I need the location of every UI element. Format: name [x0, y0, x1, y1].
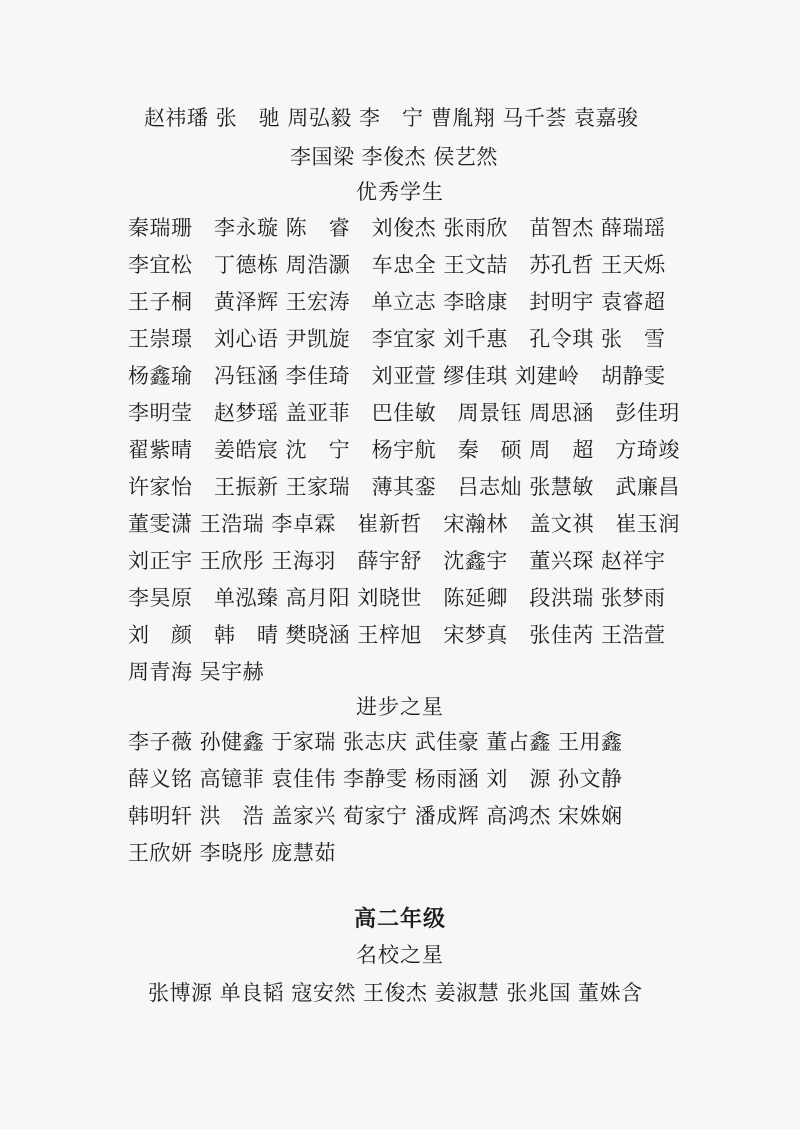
section-heading-progress-stars: 进步之星	[356, 695, 444, 719]
name-row: 李国梁 李俊杰 侯艺然	[290, 145, 498, 169]
name-row: 王子桐 黄泽辉 王宏涛 单立志 李晗康 封明宇 袁睿超	[128, 290, 666, 314]
name-row: 翟紫晴 姜皓宸 沈 宁 杨宇航 秦 硕 周 超 方琦竣	[128, 438, 680, 462]
name-row: 秦瑞珊 李永璇 陈 睿 刘俊杰 张雨欣 苗智杰 薛瑞瑶	[128, 216, 666, 240]
name-row: 许家怡 王振新 王家瑞 薄其銮 吕志灿 张慧敏 武廉昌	[128, 475, 680, 499]
name-row: 韩明轩 洪 浩 盖家兴 荀家宁 潘成辉 高鸿杰 宋姝娴	[128, 804, 623, 828]
name-row: 薛义铭 高镱菲 袁佳伟 李静雯 杨雨涵 刘 源 孙文静	[128, 767, 623, 791]
name-row: 王欣妍 李晓彤 庞慧茹	[128, 841, 336, 865]
name-row: 王崇璟 刘心语 尹凯旋 李宜家 刘千惠 孔令琪 张 雪	[128, 327, 666, 351]
name-row: 董雯潇 王浩瑞 李卓霖 崔新哲 宋瀚林 盖文祺 崔玉润	[128, 512, 680, 536]
name-row: 杨鑫瑜 冯钰涵 李佳琦 刘亚萱 缪佳琪 刘建岭 胡静雯	[128, 364, 666, 388]
name-row: 李宜松 丁德栋 周浩灏 车忠全 王文喆 苏孔哲 王天烁	[128, 253, 666, 277]
name-row: 刘 颜 韩 晴 樊晓涵 王梓旭 宋梦真 张佳芮 王浩萱	[128, 623, 666, 647]
name-row: 张博源 单良韬 寇安然 王俊杰 姜淑慧 张兆国 董姝含	[148, 981, 643, 1005]
name-row: 李明莹 赵梦瑶 盖亚菲 巴佳敏 周景钰 周思涵 彭佳玥	[128, 401, 680, 425]
name-row: 李昊原 单泓臻 高月阳 刘晓世 陈延卿 段洪瑞 张梦雨	[128, 586, 666, 610]
section-heading-excellent-students: 优秀学生	[356, 180, 444, 204]
section-heading-top-school-stars: 名校之星	[356, 943, 444, 967]
grade-title: 高二年级	[353, 906, 446, 932]
name-row: 赵祎璠 张 驰 周弘毅 李 宁 曹胤翔 马千荟 袁嘉骏	[144, 106, 639, 130]
name-row: 刘正宇 王欣彤 王海羽 薛宇舒 沈鑫宇 董兴琛 赵祥宇	[128, 549, 666, 573]
name-row: 李子薇 孙健鑫 于家瑞 张志庆 武佳豪 董占鑫 王用鑫	[128, 730, 623, 754]
name-row: 周青海 吴宇赫	[128, 660, 265, 684]
